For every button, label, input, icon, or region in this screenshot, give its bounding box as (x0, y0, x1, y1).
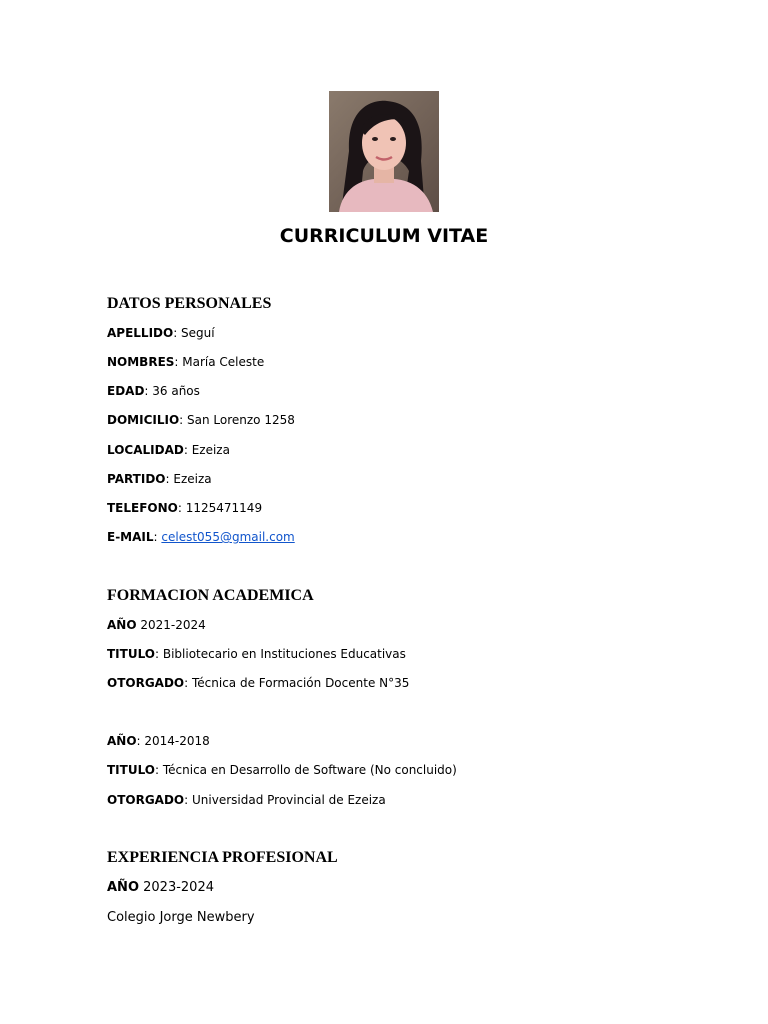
field-apellido (107, 325, 215, 341)
field-partido (107, 471, 212, 487)
field-label: LOCALIDAD (107, 443, 184, 457)
field-value: : Técnica de Formación Docente N°35 (184, 676, 410, 690)
field-label: NOMBRES (107, 355, 175, 369)
field-label: DOMICILIO (107, 413, 180, 427)
field-value: : Universidad Provincial de Ezeiza (184, 793, 386, 807)
field-value: : 36 años (144, 384, 200, 398)
field-value: : Técnica en Desarrollo de Software (No concluido) (155, 763, 457, 777)
formacion-otorgado (107, 675, 409, 691)
field-label: TITULO (107, 763, 155, 777)
field-separator: : (153, 530, 162, 544)
field-label: TITULO (107, 647, 155, 661)
formacion-titulo (107, 762, 457, 778)
field-label: EDAD (107, 384, 145, 398)
email-link[interactable]: celest055@gmail.com (161, 530, 295, 544)
field-label: APELLIDO (107, 326, 174, 340)
formacion-anio (107, 733, 210, 749)
profile-photo (329, 91, 439, 212)
field-localidad (107, 442, 230, 458)
formacion-otorgado (107, 792, 386, 808)
field-label: PARTIDO (107, 472, 166, 486)
field-value: : 1125471149 (177, 501, 263, 515)
section-heading-experiencia: EXPERIENCIA PROFESIONAL (107, 849, 338, 866)
field-edad (107, 383, 200, 399)
field-domicilio (107, 412, 295, 428)
field-telefono (107, 500, 262, 516)
field-email (107, 529, 295, 545)
field-label: AÑO (107, 618, 137, 632)
field-label: AÑO (107, 880, 139, 895)
field-value: : 2014-2018 (136, 734, 210, 748)
field-label: E-MAIL (107, 530, 154, 544)
field-value: : María Celeste (174, 355, 265, 369)
field-value: : Ezeiza (165, 472, 212, 486)
field-value: : Ezeiza (183, 443, 230, 457)
field-value: 2021-2024 (136, 618, 206, 632)
section-heading-datos: DATOS PERSONALES (107, 295, 272, 312)
experiencia-lugar: Colegio Jorge Newbery (107, 910, 255, 925)
field-label: OTORGADO (107, 676, 185, 690)
field-value: : Bibliotecario en Instituciones Educativas (155, 647, 406, 661)
field-value: : Seguí (173, 326, 215, 340)
field-label: OTORGADO (107, 793, 185, 807)
formacion-anio (107, 617, 206, 633)
field-label: AÑO (107, 734, 137, 748)
formacion-titulo (107, 646, 406, 662)
section-heading-formacion: FORMACION ACADEMICA (107, 587, 314, 604)
field-label: TELEFONO (107, 501, 178, 515)
experiencia-anio (107, 880, 214, 896)
field-value: : San Lorenzo 1258 (179, 413, 295, 427)
page-title: CURRICULUM VITAE (279, 225, 489, 247)
field-value: 2023-2024 (139, 880, 214, 895)
field-nombres (107, 354, 264, 370)
